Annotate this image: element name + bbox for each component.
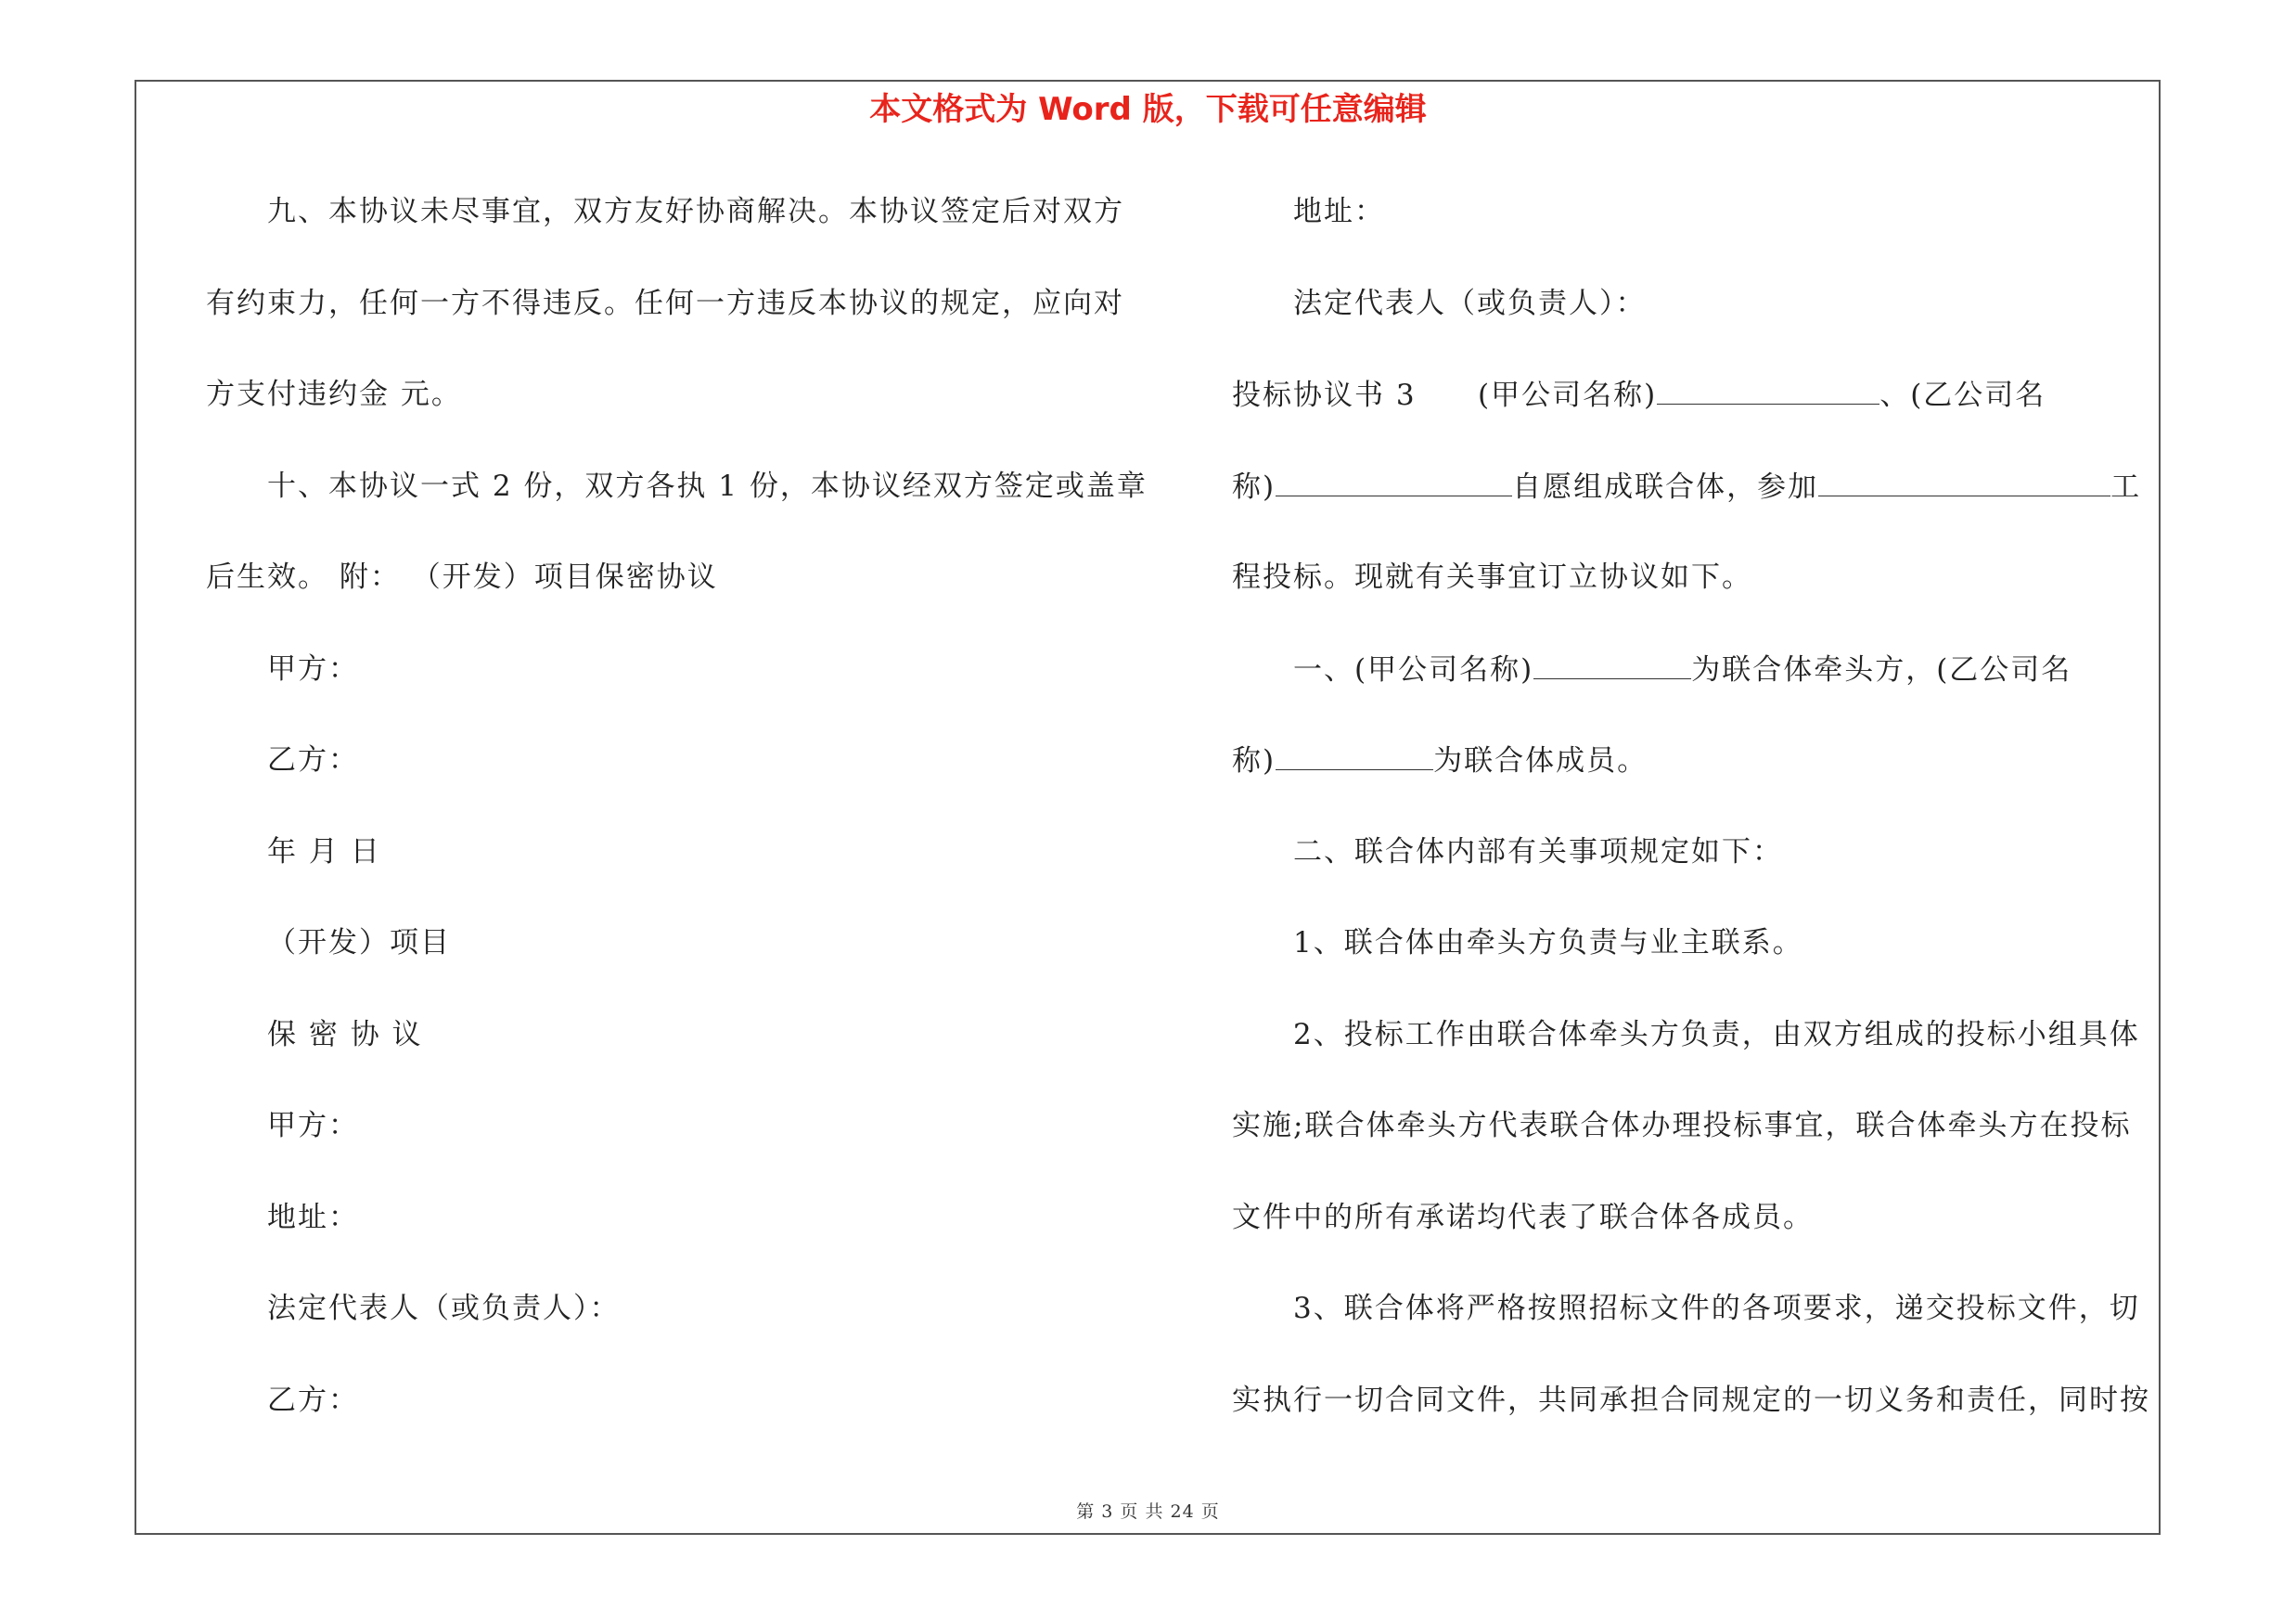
- fill-blank: [1276, 458, 1512, 496]
- paragraph-line: [206, 184, 1134, 276]
- paragraph-line: [206, 549, 1134, 641]
- text-line: 地址：: [1293, 195, 1385, 228]
- word-format-banner: 本文格式为 Word 版，下载可任意编辑: [869, 91, 1427, 128]
- text-line: 甲方：: [267, 651, 359, 686]
- party-b-label: [206, 1372, 1134, 1464]
- paragraph-line: [1232, 732, 2160, 824]
- text-line: 后生效。 附： （开发）项目保密协议: [206, 560, 718, 594]
- text-line: (甲公司名称): [1478, 379, 1658, 412]
- fill-blank: [1276, 732, 1433, 770]
- confidentiality-title: [206, 1007, 1134, 1099]
- text-line: 地址：: [267, 1200, 359, 1234]
- paragraph-line: [1232, 824, 2160, 916]
- paragraph-line: [1232, 549, 2160, 641]
- text-line: 为联合体牵头方，(乙公司名: [1691, 652, 2072, 687]
- fill-blank: [1657, 367, 1879, 405]
- text-line: 称): [1232, 470, 1276, 504]
- address-label: [206, 1190, 1134, 1282]
- text-line: 2、投标工作由联合体牵头方负责，由双方组成的投标小组具体: [1293, 1017, 2140, 1051]
- text-line: 乙方：: [267, 1383, 359, 1417]
- text-line: 3、联合体将严格按照招标文件的各项要求，递交投标文件，切: [1293, 1292, 2140, 1325]
- text-line: 保 密 协 议: [267, 1017, 423, 1051]
- paragraph-line: [206, 276, 1134, 367]
- party-a-label: [206, 1098, 1134, 1190]
- text-line: （开发）项目: [267, 926, 451, 960]
- text-line: 、(乙公司名: [1879, 379, 2046, 412]
- text-line: 1、联合体由牵头方负责与业主联系。: [1293, 926, 1803, 960]
- text-line: 年 月 日: [267, 834, 381, 869]
- text-line: 工: [2110, 470, 2142, 504]
- text-line: 二、联合体内部有关事项规定如下：: [1293, 834, 1783, 869]
- paragraph-line: [206, 458, 1148, 550]
- text-line: 实执行一切合同文件，共同承担合同规定的一切义务和责任，同时按: [1232, 1383, 2150, 1417]
- paragraph-line: [1232, 915, 2160, 1007]
- text-line: 称): [1232, 744, 1276, 778]
- right-column: [1232, 184, 2160, 1463]
- date-line: [206, 824, 1134, 916]
- page-number-footer: 第 3 页 共 24 页: [1076, 1501, 1220, 1522]
- paragraph-line: [1232, 1190, 2160, 1282]
- address-label: [1232, 184, 2160, 276]
- text-line: 实施;联合体牵头方代表联合体办理投标事宜，联合体牵头方在投标: [1232, 1109, 2132, 1142]
- legal-rep-label: [1232, 276, 2160, 367]
- paragraph-line: [1232, 1098, 2160, 1190]
- paragraph-line: [1232, 458, 2160, 550]
- project-title: [206, 915, 1134, 1007]
- text-line: 投标协议书 3: [1232, 379, 1417, 412]
- text-line: 文件中的所有承诺均代表了联合体各成员。: [1232, 1200, 1814, 1234]
- text-line: 甲方：: [267, 1109, 359, 1142]
- paragraph-line: [1232, 1281, 2160, 1372]
- party-a-label: [206, 641, 1134, 733]
- text-line: 乙方：: [267, 743, 359, 777]
- text-line: 程投标。现就有关事宜订立协议如下。: [1232, 560, 1752, 594]
- text-line: 法定代表人（或负责人）：: [267, 1292, 621, 1325]
- text-line: 法定代表人（或负责人）：: [1293, 286, 1647, 320]
- paragraph-line: [206, 367, 1134, 458]
- text-line: 方支付违约金 元。: [206, 378, 462, 411]
- paragraph-line: [1232, 1372, 2160, 1464]
- fill-blank: [1533, 641, 1691, 679]
- text-line: 有约束力，任何一方不得违反。任何一方违反本协议的规定，应向对: [206, 286, 1124, 320]
- text-line: 为联合体成员。: [1433, 744, 1648, 778]
- text-line: 十、本协议一式 2 份，双方各执 1 份，本协议经双方签定或盖章: [267, 469, 1148, 503]
- paragraph-line: [1232, 1007, 2160, 1099]
- text-line: 九、本协议未尽事宜，双方友好协商解决。本协议签定后对双方: [267, 195, 1124, 228]
- fill-blank: [1818, 458, 2110, 496]
- paragraph-line: [1232, 641, 2160, 733]
- party-b-label: [206, 732, 1134, 824]
- legal-rep-label: [206, 1281, 1134, 1372]
- text-line: 自愿组成联合体，参加: [1512, 470, 1819, 504]
- left-column: [206, 184, 1148, 1463]
- bid-agreement-heading: [1232, 367, 2160, 458]
- text-line: 一、(甲公司名称): [1293, 652, 1534, 687]
